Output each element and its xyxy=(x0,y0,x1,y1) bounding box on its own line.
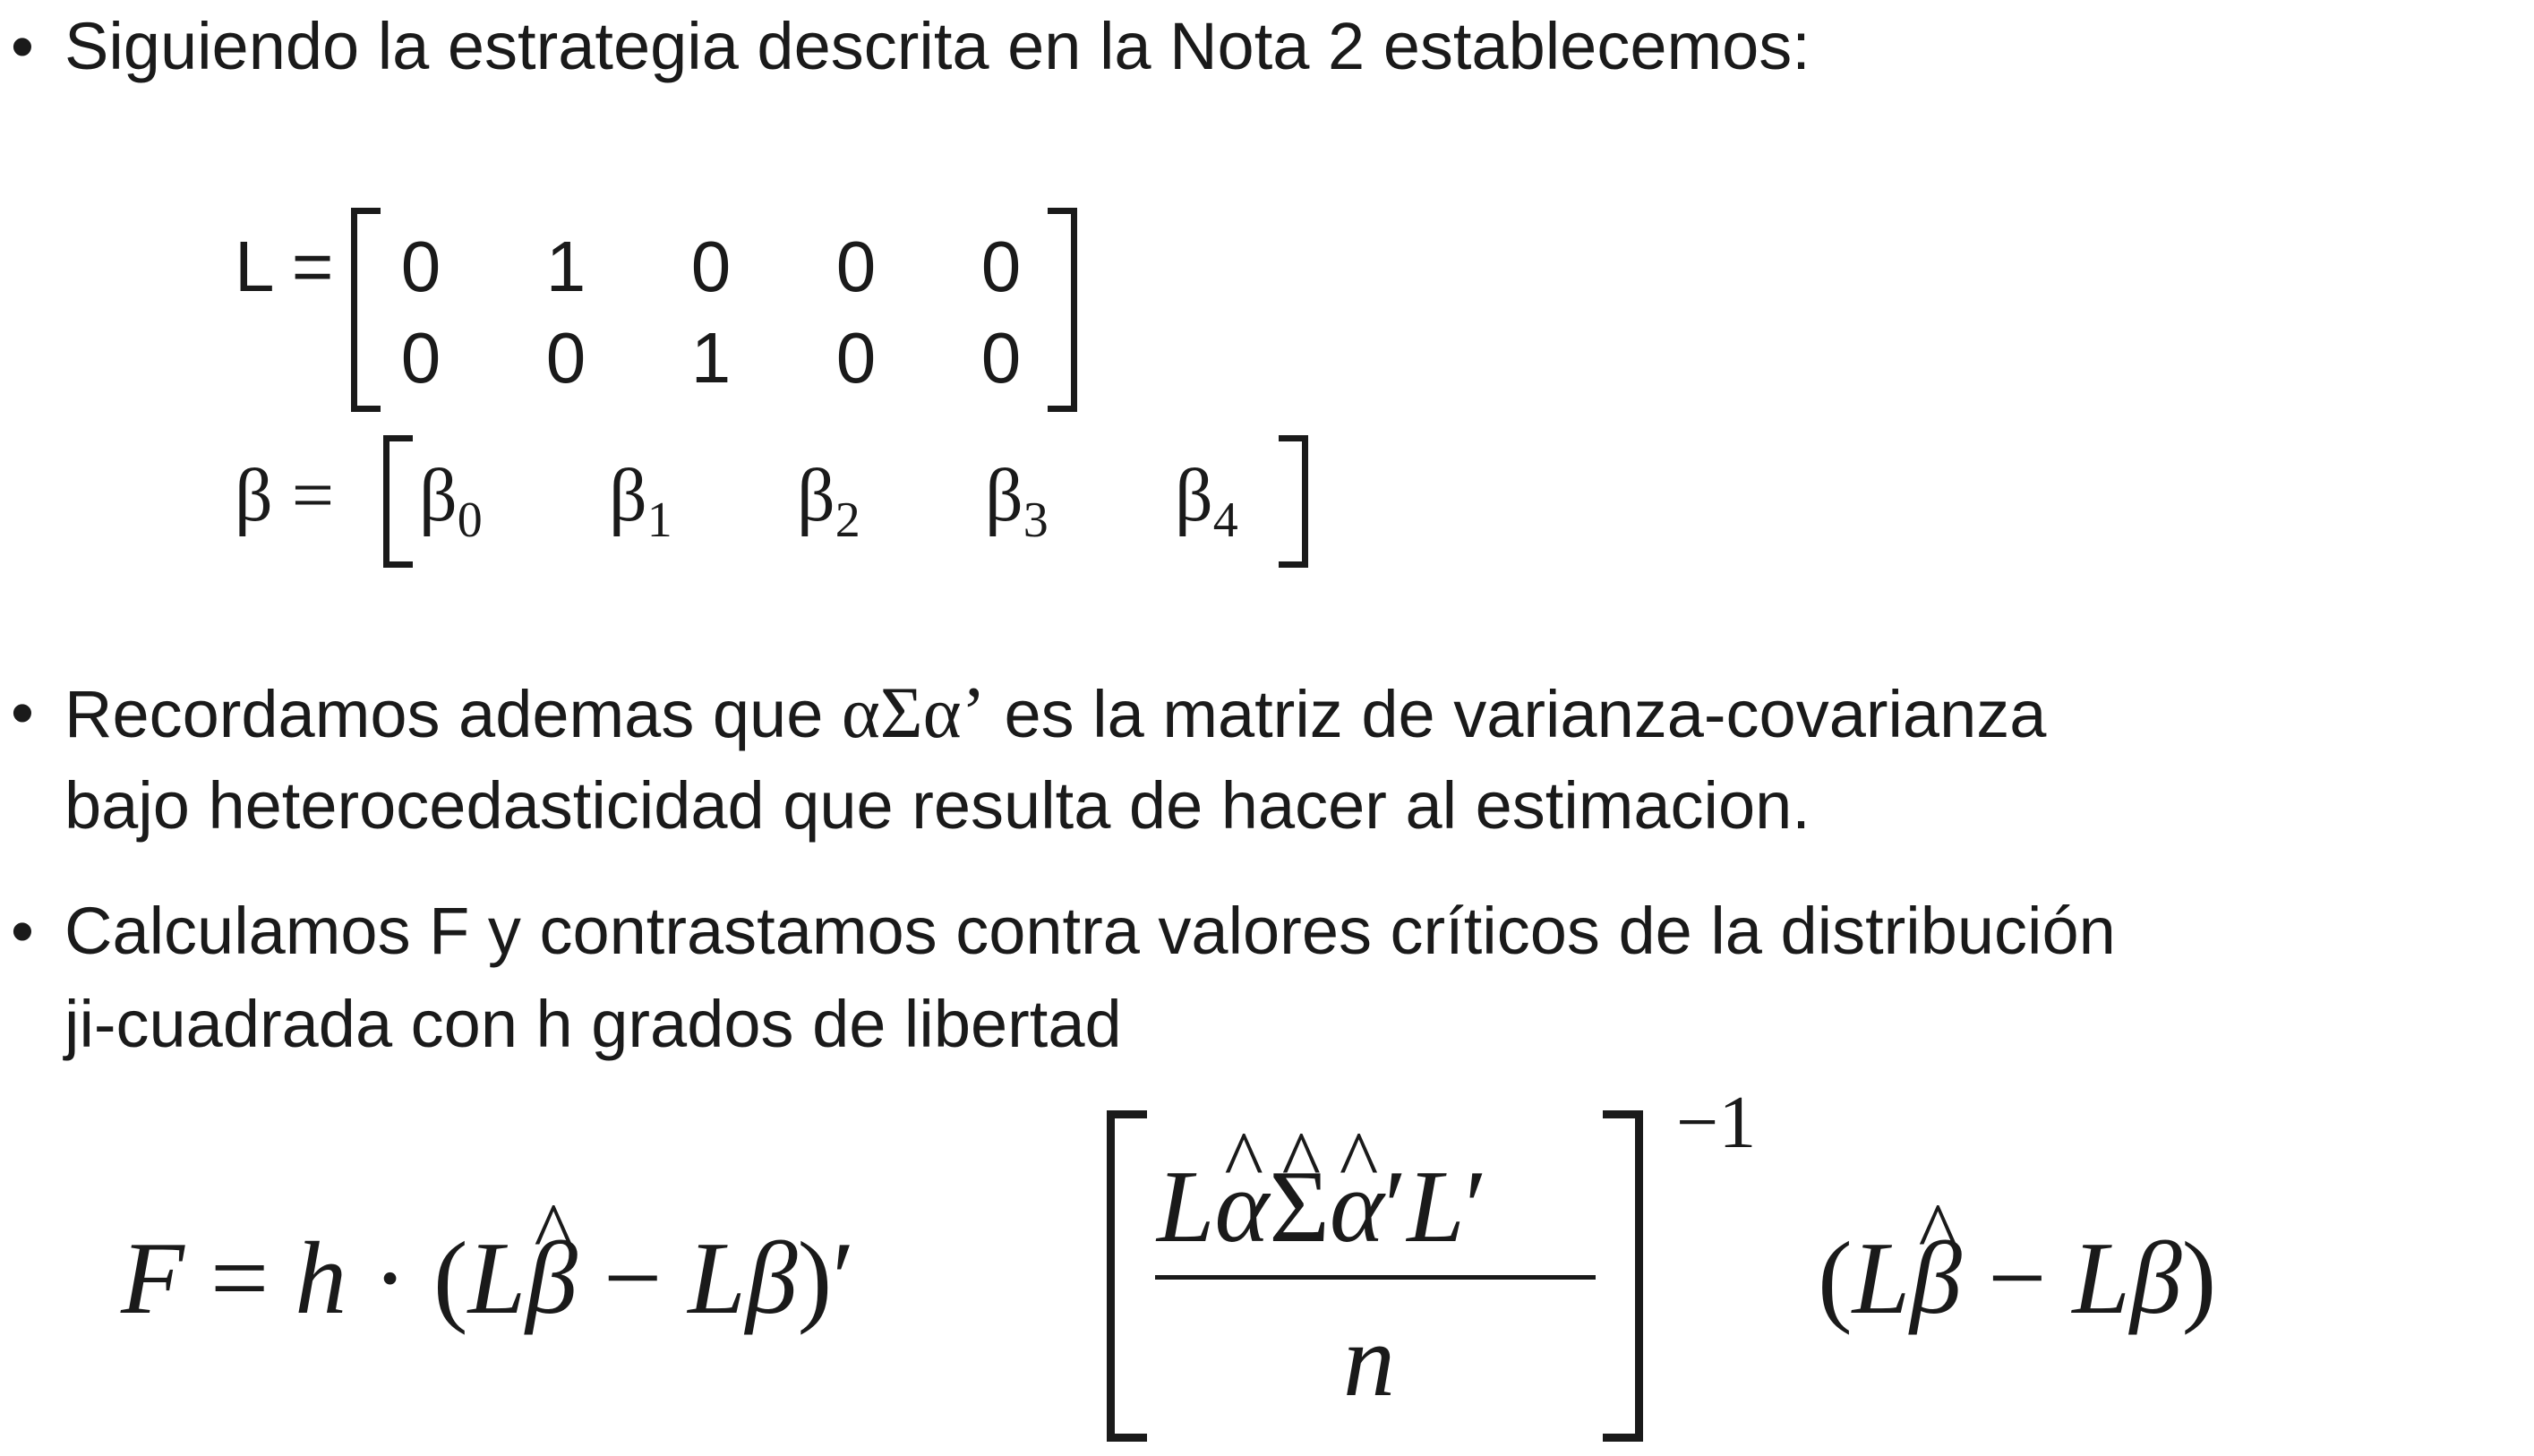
formula-beta-2: β xyxy=(2129,1221,2182,1336)
matrix-L-cell: 0 xyxy=(980,318,1022,398)
formula-right-part xyxy=(1818,1221,2217,1336)
formula-open-paren-1: ( xyxy=(432,1221,468,1336)
alpha-sigma-alpha-symbol: αΣα’ xyxy=(841,672,986,753)
matrix-L-cell: 1 xyxy=(545,227,586,306)
fraction-bar xyxy=(1155,1275,1596,1280)
matrix-L-cell: 0 xyxy=(835,227,877,306)
beta-vector-cell: $\beta_3$ xyxy=(985,454,1049,548)
formula-h: h xyxy=(295,1221,347,1336)
formula-open-paren-2: ( xyxy=(1818,1221,1853,1336)
numerator-alpha-hat-2: ^ α xyxy=(1330,1155,1384,1259)
beta-vector-cell: $\beta_0$ xyxy=(419,454,483,548)
matrix-L-cell: 0 xyxy=(980,227,1022,306)
numerator-L-1: L xyxy=(1157,1150,1215,1264)
matrix-L-cell: 0 xyxy=(545,318,586,398)
formula-big-left-bracket xyxy=(1107,1110,1147,1442)
formula-F: F xyxy=(121,1221,184,1336)
formula-close-paren-1: ) xyxy=(797,1221,833,1336)
numerator-alpha-hat-1: ^ α xyxy=(1215,1155,1270,1259)
numerator-sigma-hat: ^ Σ xyxy=(1269,1155,1330,1259)
bullet-2-line-2: bajo heterocedasticidad que resulta de hacer al estimacion. xyxy=(64,768,1811,843)
matrix-L-left-bracket xyxy=(351,208,381,412)
numerator-prime-2: ′ xyxy=(1464,1150,1488,1264)
formula-left-part xyxy=(121,1221,855,1336)
formula-close-paren-2: ) xyxy=(2181,1221,2217,1336)
matrix-L-cell: 0 xyxy=(835,318,877,398)
numerator-L-2: L xyxy=(1407,1150,1465,1264)
matrix-L-cell: 0 xyxy=(400,318,441,398)
formula-beta-hat-1: ^ β xyxy=(526,1227,578,1331)
formula-beta-1: β xyxy=(745,1221,798,1336)
bullet-dot-3: • xyxy=(11,894,34,968)
bullet-dot-2: • xyxy=(11,675,34,749)
beta-vector-right-bracket xyxy=(1279,435,1308,568)
fraction-denominator: n xyxy=(1343,1304,1395,1418)
formula-L-1: L xyxy=(467,1221,526,1336)
bullet-2-text-after: es la matriz de varianza-covarianza xyxy=(985,677,2047,751)
formula-minus-2: − xyxy=(1987,1221,2047,1336)
formula-L-3: L xyxy=(1852,1221,1911,1336)
formula-prime-1: ′ xyxy=(832,1221,855,1336)
formula-beta-hat-2: ^ β xyxy=(1910,1227,1962,1331)
beta-vector-label: β = xyxy=(235,454,335,537)
bullet-3-line-1: Calculamos F y contrastamos contra valores críticos de la distribución xyxy=(64,894,2116,968)
matrix-L-label: L = xyxy=(235,227,334,306)
formula-L-4: L xyxy=(2072,1221,2130,1336)
formula-minus-1: − xyxy=(603,1221,663,1336)
bullet-3-line-2: ji-cuadrada con h grados de libertad xyxy=(64,987,1122,1061)
formula-cdot: · xyxy=(372,1221,407,1336)
formula-equals: = xyxy=(210,1221,270,1336)
bullet-dot-1: • xyxy=(11,9,34,83)
fraction-numerator xyxy=(1157,1150,1488,1264)
beta-vector-cell: $\beta_2$ xyxy=(797,454,860,548)
formula-exponent: −1 xyxy=(1676,1081,1757,1164)
bullet-2-text-before: Recordamos ademas que xyxy=(64,677,842,751)
matrix-L-right-bracket xyxy=(1048,208,1077,412)
formula-big-right-bracket xyxy=(1603,1110,1643,1442)
bullet-2-line-1 xyxy=(64,666,2046,761)
formula-L-2: L xyxy=(688,1221,746,1336)
beta-vector-cell: $\beta_4$ xyxy=(1175,454,1238,548)
matrix-L-cell: 1 xyxy=(690,318,732,398)
matrix-L-cell: 0 xyxy=(400,227,441,306)
numerator-prime-1: ′ xyxy=(1383,1150,1408,1264)
beta-vector-cell: $\beta_1$ xyxy=(609,454,672,548)
bullet-1-text: Siguiendo la estrategia descrita en la Nota 2 establecemos: xyxy=(64,9,1811,83)
matrix-L-cell: 0 xyxy=(690,227,732,306)
beta-vector-left-bracket xyxy=(383,435,413,568)
